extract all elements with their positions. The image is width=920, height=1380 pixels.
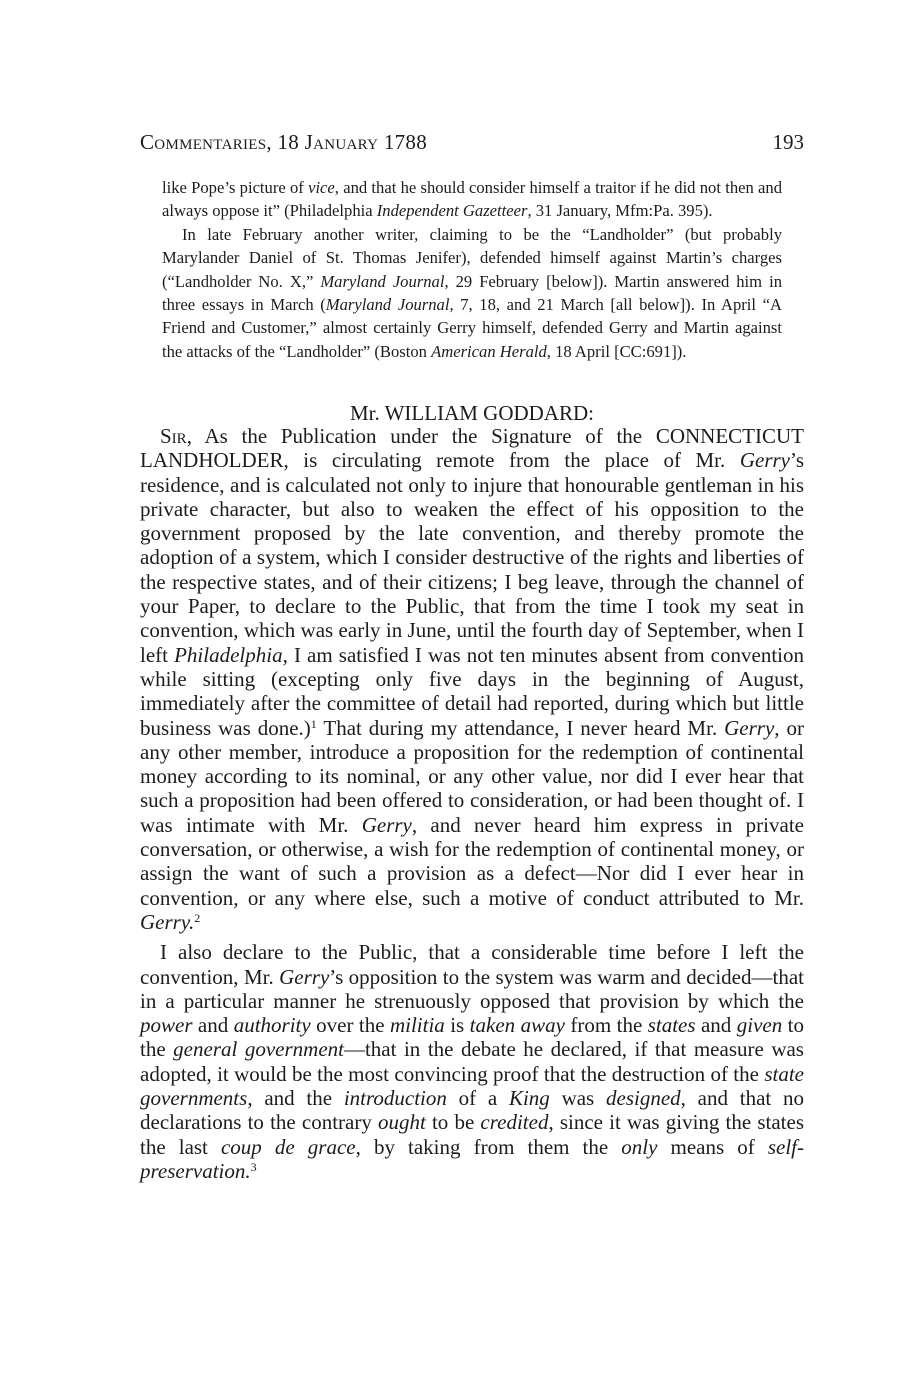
italic-run: designed (606, 1086, 681, 1111)
letter-body (140, 424, 804, 1183)
page-number: 193 (772, 130, 804, 154)
italic-run: state governments (140, 1061, 804, 1111)
running-title: Commentaries, 18 January 1788 (140, 130, 428, 154)
italic-run: Gerry (361, 812, 412, 837)
letter-salutation: Mr. WILLIAM GODDARD: (349, 401, 594, 425)
headnote-paragraph-2: In late February another writer, claiming to be the “Landholder” (but probably Marylander Daniel of St. Thomas Jenifer), defended himself against Martin’s charges (“Landholder No. X,” Maryland Journal, 29 February [below]). Martin answered him in three essays in March (Maryland Journal, 7, 18, and 21 March [all below]). In April “A Friend and Customer,” almost certainly Gerry himself, defended Gerry and Martin against the attacks of the “Landholder” (Boston American Herald, 18 April [CC:691]). (162, 224, 782, 361)
italic-run: Gerry (279, 964, 330, 989)
italic-run: given (736, 1013, 783, 1038)
footnote-marker: 1 (310, 716, 317, 731)
headnote-paragraph-1: like Pope’s picture of vice, and that he should consider himself a traitor if he did not then and always oppose it” (Philadelphia Independent Gazetteer, 31 January, Mfm:Pa. 395). (162, 178, 782, 221)
italic-run: Gerry. (140, 909, 195, 934)
italic-run: Maryland Journal (325, 295, 450, 315)
italic-run: Gerry (739, 448, 790, 473)
italic-run: authority (233, 1013, 311, 1038)
italic-run: coup de grace (220, 1134, 356, 1159)
letter-paragraph-1: Sir, As the Publication under the Signature of the CONNECTICUT LANDHOLDER, is circulating remote from the place of Mr. Gerry’s residence, and is calculated not only to injure that honourable gentleman in his private character, but also to weaken the effect of his opposition to the government proposed by the late convention, and thereby promote the adoption of a system, which I consider destructive of the rights and liberties of the respective states, and of their citizens; I beg leave, through the channel of your Paper, to declare to the Public, that from the time I took my seat in convention, which was early in June, until the fourth day of September, when I left Philadelphia, I am satisfied I was not ten minutes absent from convention while sitting (excepting only five days in the beginning of August, immediately after the committee of detail had reported, during which but little business was done.)$^1$ That during my attendance, I never heard Mr. Gerry, or any other member, introduce a proposition for the redemption of continental money according to its nominal, or any other value, nor did I ever hear that such a proposition had been offered to consideration, or had been thought of. I was intimate with Mr. Gerry, and never heard him express in private conversation, or otherwise, a wish for the redemption of continental money, or assign the want of such a provision as a defect—Nor did I ever hear in convention, or any where else, such a motive of conduct attributed to Mr. Gerry.$^2$ (140, 424, 804, 934)
italic-run: only (621, 1134, 658, 1159)
italic-run: American Herald (431, 341, 547, 361)
italic-run: militia (389, 1013, 445, 1038)
italic-run: Independent Gazetteer (376, 201, 528, 221)
italic-run: King (508, 1086, 550, 1111)
italic-run: introduction (343, 1086, 447, 1111)
footnote-marker: 2 (194, 910, 201, 925)
headnote (162, 176, 782, 363)
running-head (140, 128, 804, 156)
italic-run: taken away (469, 1013, 565, 1038)
italic-run: power (140, 1013, 193, 1038)
footnote-marker: 3 (250, 1159, 257, 1174)
italic-run: credited (480, 1110, 549, 1135)
italic-run: general government (173, 1037, 344, 1062)
small-caps-run: Sir (160, 424, 187, 448)
italic-run: ought (377, 1110, 426, 1135)
italic-run: Gerry (724, 715, 775, 740)
italic-run: states (647, 1013, 696, 1038)
letter-paragraph-2: I also declare to the Public, that a considerable time before I left the convention, Mr. Gerry’s opposition to the system was warm and decided—that in a particular manner he strenuously opposed that provision by which the power and authority over the militia is taken away from the states and given to the general government—that in the debate he declared, if that measure was adopted, it would be the most convincing proof that the destruction of the state governments, and the introduction of a King was designed, and that no declarations to the contrary ought to be credited, since it was giving the states the last coup de grace, by taking from them the only means of self-preservation.$^3$ (140, 940, 805, 1183)
italic-run: Philadelphia (174, 642, 283, 667)
italic-run: vice (308, 178, 335, 197)
italic-run: self-preservation. (140, 1134, 804, 1183)
italic-run: Maryland Journal (320, 271, 445, 291)
